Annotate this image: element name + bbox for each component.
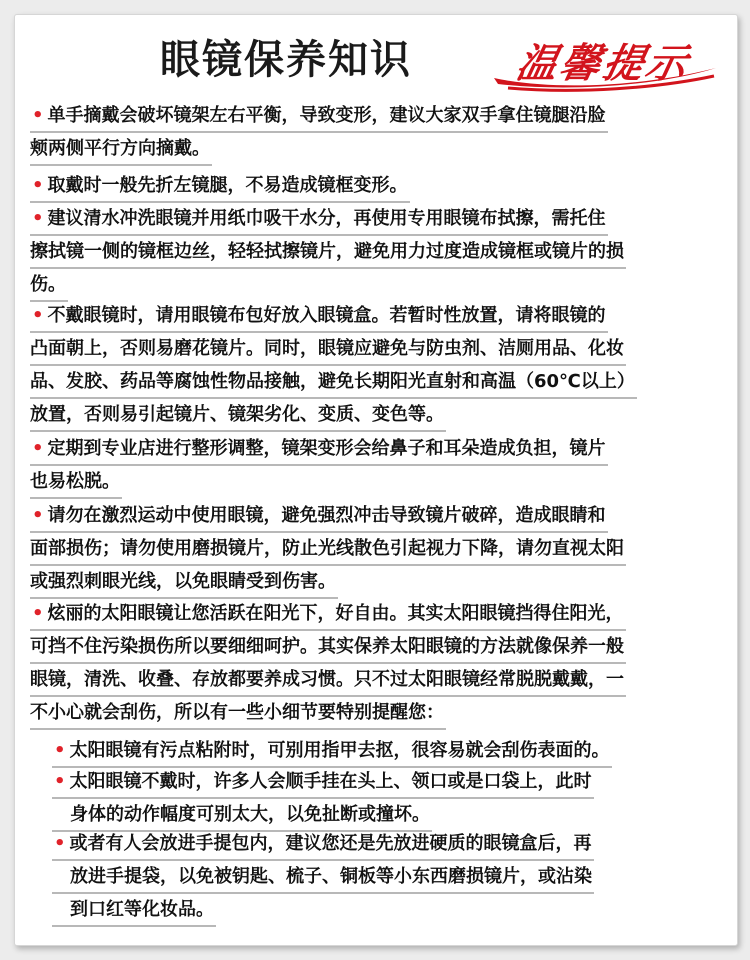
tip-line: • 取戴时一般先折左镜腿，不易造成镜框变形。 — [30, 170, 410, 203]
bullet-icon: • — [54, 771, 66, 792]
tip-line: • 建议清水冲洗眼镜并用纸巾吸干水分，再使用专用眼镜布拭擦，需托住 — [30, 203, 608, 236]
tip-line: 面部损伤；请勿使用磨损镜片，防止光线散色引起视力下降，请勿直视太阳 — [30, 533, 626, 566]
tip-line: 放进手提袋，以免被钥匙、梳子、铜板等小东西磨损镜片，或沾染 — [52, 861, 594, 894]
bullet-icon: • — [32, 505, 44, 526]
sub-tip-item-3 — [52, 828, 720, 927]
tip-line: 身体的动作幅度可别太大，以免扯断或撞坏。 — [52, 799, 432, 832]
sub-tip-item-1 — [52, 735, 720, 768]
tip-item-3 — [30, 203, 730, 302]
tip-line: 到口红等化妆品。 — [52, 894, 216, 927]
bullet-icon: • — [32, 603, 44, 624]
bullet-icon: • — [54, 833, 66, 854]
tip-line: 品、发胶、药品等腐蚀性物品接触，避免长期阳光直射和高温（60℃以上） — [30, 366, 637, 399]
tip-line: 颊两侧平行方向摘戴。 — [30, 133, 212, 166]
tip-line: • 单手摘戴会破坏镜架左右平衡，导致变形，建议大家双手拿住镜腿沿脸 — [30, 100, 608, 133]
tip-item-1 — [30, 100, 730, 166]
tip-line: 放置，否则易引起镜片、镜架劣化、变质、变色等。 — [30, 399, 446, 432]
page-title: 眼镜保养知识 — [160, 37, 412, 83]
tip-line: 擦拭镜一侧的镜框边丝，轻轻拭擦镜片，避免用力过度造成镜框或镜片的损 — [30, 236, 626, 269]
tip-line: 伤。 — [30, 269, 68, 302]
tip-line: 可挡不住污染损伤所以要细细呵护。其实保养太阳眼镜的方法就像保养一般 — [30, 631, 626, 664]
bullet-icon: • — [54, 740, 66, 761]
tip-line: • 太阳眼镜有污点粘附时，可别用指甲去抠，很容易就会刮伤表面的。 — [52, 735, 612, 768]
tip-item-2 — [30, 170, 730, 203]
warm-tip-stamp — [488, 28, 720, 98]
tip-line: 也易松脱。 — [30, 466, 122, 499]
tip-line: • 请勿在激烈运动中使用眼镜，避免强烈冲击导致镜片破碎，造成眼睛和 — [30, 500, 608, 533]
tip-line: 眼镜，清洗、收叠、存放都要养成习惯。只不过太阳眼镜经常脱脱戴戴，一 — [30, 664, 626, 697]
tip-item-5 — [30, 433, 730, 499]
stamp-text: 温馨提示 — [512, 40, 695, 87]
tip-line: • 炫丽的太阳眼镜让您活跃在阳光下，好自由。其实太阳眼镜挡得住阳光， — [30, 598, 626, 631]
sub-tip-item-2 — [52, 766, 720, 832]
tip-line: 不小心就会刮伤，所以有一些小细节要特别提醒您： — [30, 697, 446, 730]
tip-item-7 — [30, 598, 730, 730]
bullet-icon: • — [32, 305, 44, 326]
bullet-icon: • — [32, 208, 44, 229]
tip-line: 凸面朝上，否则易磨花镜片。同时，眼镜应避免与防虫剂、洁厕用品、化妆 — [30, 333, 626, 366]
tip-item-6 — [30, 500, 730, 599]
bullet-icon: • — [32, 175, 44, 196]
tip-line: • 不戴眼镜时，请用眼镜布包好放入眼镜盒。若暂时性放置，请将眼镜的 — [30, 300, 608, 333]
tip-line: 或强烈刺眼光线，以免眼睛受到伤害。 — [30, 566, 338, 599]
tip-line: • 太阳眼镜不戴时，许多人会顺手挂在头上、领口或是口袋上，此时 — [52, 766, 594, 799]
bullet-icon: • — [32, 105, 44, 126]
bullet-icon: • — [32, 438, 44, 459]
tip-item-4 — [30, 300, 730, 432]
tip-line: • 定期到专业店进行整形调整，镜架变形会给鼻子和耳朵造成负担，镜片 — [30, 433, 608, 466]
tip-line: • 或者有人会放进手提包内，建议您还是先放进硬质的眼镜盒后，再 — [52, 828, 594, 861]
